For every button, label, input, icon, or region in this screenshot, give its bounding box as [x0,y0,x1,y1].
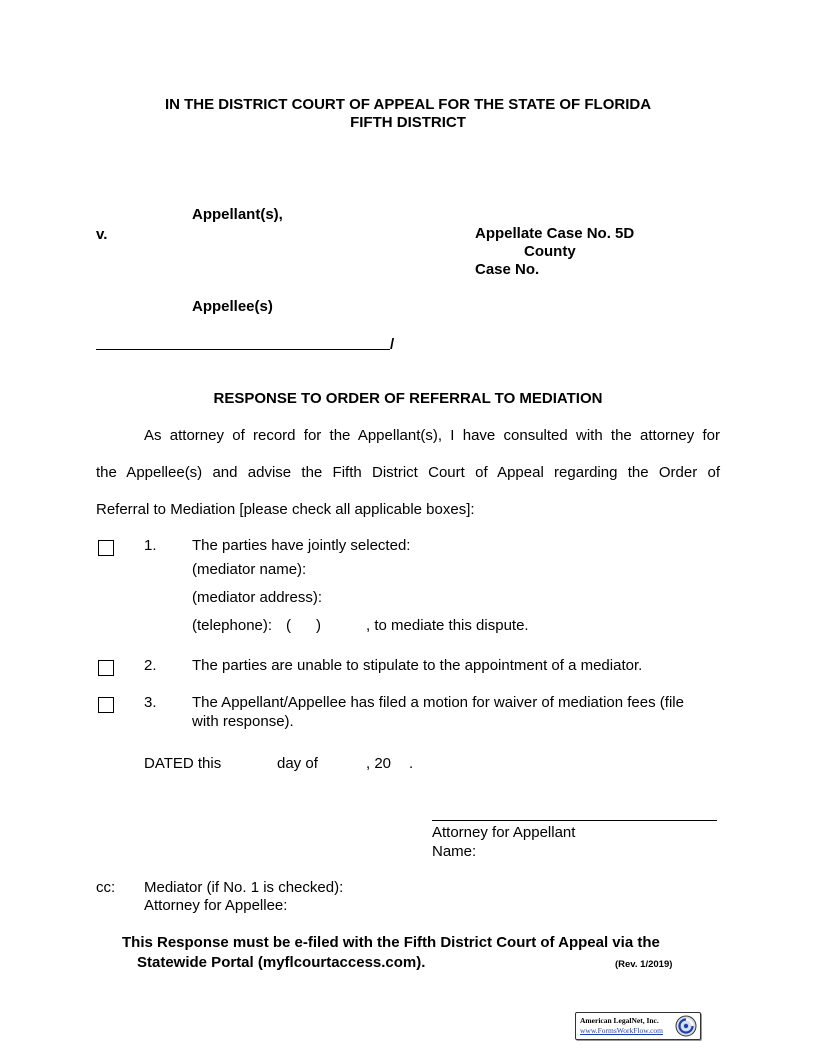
caption-underline [96,349,390,350]
signature-line[interactable] [432,820,717,821]
county-label: County [524,243,576,260]
item-2-number: 2. [144,657,157,674]
item-1-tail: , to mediate this dispute. [366,617,529,634]
appellee-label: Appellee(s) [192,298,273,315]
item-3-text-line-1: The Appellant/Appellee has filed a motion for waiver of mediation fees (file [192,694,684,711]
footer-line-1: This Response must be e-filed with the Fifth District Court of Appeal via the [122,934,660,951]
telephone-label: (telephone): [192,617,273,634]
telephone-paren-close: ) [316,617,321,634]
court-title: IN THE DISTRICT COURT OF APPEAL FOR THE STATE OF FLORIDA [164,96,652,113]
mediator-address-label: (mediator address): [192,589,323,606]
dated-this-label: DATED this [144,755,222,772]
cc-mediator: Mediator (if No. 1 is checked): [144,879,344,896]
signature-name-label: Name: [432,843,477,860]
mediator-name-label: (mediator name): [192,561,307,578]
checkbox-item-3[interactable] [98,697,114,713]
lower-case-no-label: Case No. [475,261,540,278]
checkbox-item-1[interactable] [98,540,114,556]
item-2-text: The parties are unable to stipulate to the appointment of a mediator. [192,657,643,674]
checkbox-item-2[interactable] [98,660,114,676]
appellate-case-no-label: Appellate Case No. 5D [475,225,635,242]
court-district: FIFTH DISTRICT [350,114,466,131]
signature-role: Attorney for Appellant [432,824,576,841]
badge-company: American LegalNet, Inc. [580,1016,659,1025]
caption-slash: / [390,336,395,353]
document-heading: RESPONSE TO ORDER OF REFERRAL TO MEDIATION [213,390,603,407]
item-1-text: The parties have jointly selected: [192,537,411,554]
telephone-paren-open: ( [286,617,291,634]
item-3-text-line-2: with response). [192,713,294,730]
revision-label: (Rev. 1/2019) [615,959,673,970]
globe-icon [675,1015,697,1037]
day-of-label: day of [277,755,318,772]
body-line-1: As attorney of record for the Appellant(s), I have consulted with the attorney for [144,427,720,444]
item-1-number: 1. [144,537,157,554]
footer-line-2: Statewide Portal (myflcourtaccess.com). [137,954,426,971]
versus-label: v. [96,226,108,243]
body-line-3: Referral to Mediation [please check all applicable boxes]: [96,501,475,518]
forms-workflow-badge[interactable] [575,1012,701,1040]
item-3-number: 3. [144,694,157,711]
badge-url[interactable]: www.FormsWorkFlow.com [580,1026,664,1035]
appellant-label: Appellant(s), [192,206,283,223]
cc-attorney: Attorney for Appellee: [144,897,288,914]
dated-period: . [409,755,414,772]
cc-label: cc: [96,879,116,896]
body-line-2: the Appellee(s) and advise the Fifth District Court of Appeal regarding the Order of [96,464,720,481]
year-prefix-label: , 20 [366,755,392,772]
